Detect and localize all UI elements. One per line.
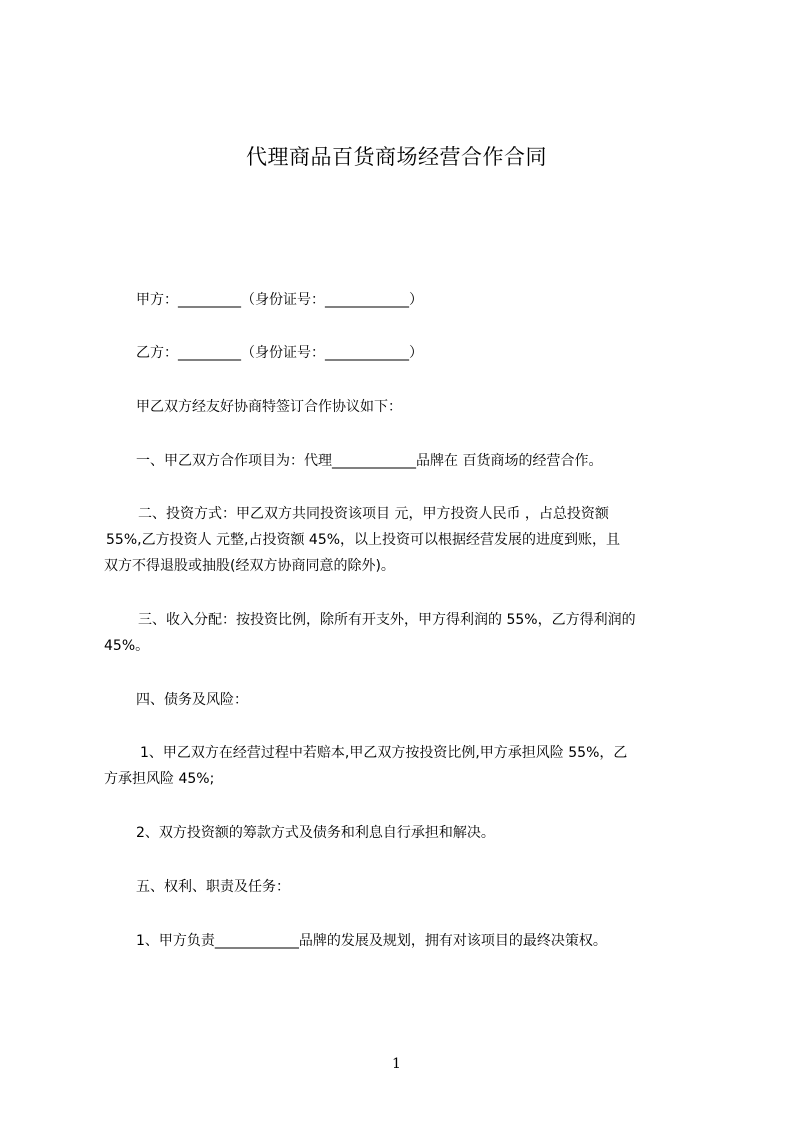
clause-1-paragraph: [104, 448, 736, 474]
clause-3-line-2: 45%。: [104, 638, 150, 654]
clause-4-1-line-1: 1、甲乙双方在经营过程中若赔本,甲乙双方按投资比例,甲方承担风险 55%，乙: [140, 745, 628, 761]
party-b-line: [104, 340, 736, 366]
clause-5-heading: [104, 874, 736, 900]
clause-3-paragraph: [104, 607, 704, 659]
clause-4-text: 四、债务及风险：: [136, 692, 248, 708]
clause-2-line-3: 双方不得退股或抽股(经双方协商同意的除外)。: [104, 558, 395, 574]
clause-5-1-paragraph: [104, 928, 736, 954]
clause-4-2-text: 2、双方投资额的筹款方式及债务和利息自行承担和解决。: [136, 825, 495, 841]
clause-5-text: 五、权利、职责及任务：: [136, 879, 290, 895]
clause-3-line-1: 三、收入分配：按投资比例，除所有开支外，甲方得利润的 55%，乙方得利润的: [138, 612, 636, 628]
intro-paragraph: [104, 394, 736, 420]
clause-2-paragraph: [104, 501, 704, 579]
party-a-text: 甲方：_________（身份证号：____________）: [136, 292, 423, 308]
clause-2-line-1: 二、投资方式：甲乙双方共同投资该项目 元，甲方投资人民币 ，占总投资额: [138, 506, 609, 522]
page-number: 1: [392, 1056, 401, 1072]
clause-5-1-text: 1、甲方负责____________品牌的发展及规划，拥有对该项目的最终决策权。: [136, 933, 607, 949]
clause-2-line-2: 55%,乙方投资人 元整,占投资额 45%，以上投资可以根据经营发展的进度到账，且: [106, 532, 621, 548]
clause-4-1-paragraph: [104, 740, 704, 792]
party-b-text: 乙方：_________（身份证号：____________）: [136, 345, 423, 361]
clause-4-heading: [104, 687, 736, 713]
party-a-line: [104, 287, 736, 313]
clause-1-text: 一、甲乙双方合作项目为：代理____________品牌在 百货商场的经营合作。: [136, 453, 603, 469]
intro-text: 甲乙双方经友好协商特签订合作协议如下：: [136, 399, 402, 415]
document-title: 代理商品百货商场经营合作合同: [246, 145, 547, 169]
clause-4-2-paragraph: [104, 820, 736, 846]
clause-4-1-line-2: 方承担风险 45%;: [104, 771, 215, 787]
